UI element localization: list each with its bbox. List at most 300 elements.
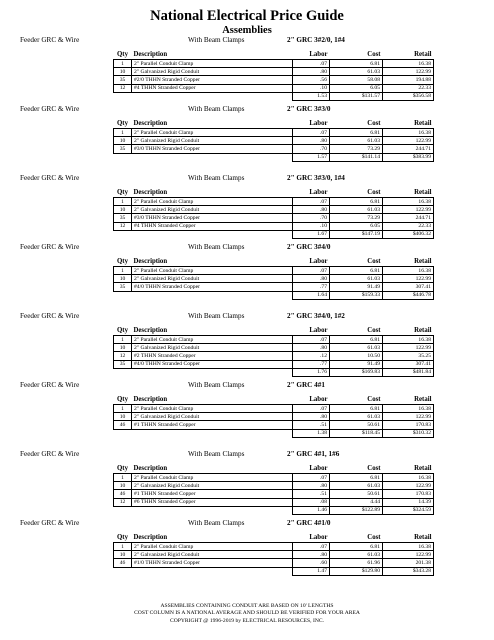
cell-labor: .60	[293, 559, 330, 567]
cell-qty: 35	[114, 360, 132, 368]
table-row	[114, 137, 434, 145]
total-retail: $446.78	[383, 291, 434, 299]
cell-labor: .07	[293, 336, 330, 344]
col-header-cost: Cost	[330, 463, 383, 474]
total-row	[114, 368, 434, 376]
total-cost: $122.89	[330, 506, 383, 514]
cell-retail: 22.33	[383, 84, 434, 92]
cell-description: 2" Parallel Conduit Clamp	[132, 336, 293, 344]
col-header-description: Description	[132, 463, 293, 474]
total-cost: $141.14	[330, 153, 383, 161]
cell-qty: 35	[114, 145, 132, 153]
cell-retail: 244.71	[383, 145, 434, 153]
cell-labor: .51	[293, 490, 330, 498]
table-row	[114, 60, 434, 68]
cell-qty: 1	[114, 60, 132, 68]
cell-cost: 6.81	[330, 405, 383, 413]
col-header-qty: Qty	[114, 463, 132, 474]
table-row	[114, 551, 434, 559]
cell-qty: 10	[114, 551, 132, 559]
cell-retail: 307.41	[383, 283, 434, 291]
col-header-qty: Qty	[114, 49, 132, 60]
section-mounting: With Beam Clamps	[188, 450, 245, 458]
page-footer	[0, 603, 494, 625]
assembly-section	[0, 242, 494, 311]
cell-cost: 91.49	[330, 283, 383, 291]
total-cost: $159.33	[330, 291, 383, 299]
cell-cost: 50.61	[330, 490, 383, 498]
cell-description: 2" Parallel Conduit Clamp	[132, 474, 293, 482]
assembly-section	[0, 449, 494, 518]
col-header-cost: Cost	[330, 49, 383, 60]
total-retail: $356.58	[383, 92, 434, 100]
cell-description: #3/0 THHN Stranded Copper	[132, 145, 293, 153]
cell-description: 2" Galvanized Rigid Conduit	[132, 275, 293, 283]
cell-qty: 1	[114, 405, 132, 413]
cell-description: 2" Parallel Conduit Clamp	[132, 198, 293, 206]
section-header	[0, 243, 494, 254]
cell-retail: 16.38	[383, 129, 434, 137]
col-header-qty: Qty	[114, 256, 132, 267]
cell-labor: .70	[293, 145, 330, 153]
section-assembly-code: 2" GRC 3#2/0, 1#4	[287, 36, 345, 44]
assembly-section	[0, 35, 494, 104]
assembly-sections	[0, 35, 494, 587]
total-retail: $481.84	[383, 368, 434, 376]
cell-retail: 170.83	[383, 421, 434, 429]
assembly-section	[0, 173, 494, 242]
section-assembly-code: 2" GRC 4#1	[287, 381, 325, 389]
footer-note-cost: COST COLUMN IS A NATIONAL AVERAGE AND SHOULD BE VERIFIED FOR YOUR AREA	[134, 610, 360, 617]
table-row	[114, 222, 434, 230]
cell-cost: 4.44	[330, 498, 383, 506]
footer-note-lengths: ASSEMBLIES CONTAINING CONDUIT ARE BASED ON 10' LENGTHS	[160, 603, 334, 609]
cell-cost: 61.03	[330, 551, 383, 559]
cell-description: #2/0 THHN Stranded Copper	[132, 76, 293, 84]
total-labor: 1.64	[293, 291, 330, 299]
total-retail: $310.32	[383, 429, 434, 437]
section-header	[0, 519, 494, 530]
cell-retail: 307.41	[383, 360, 434, 368]
table-header-row	[114, 394, 434, 405]
total-cost: $131.57	[330, 92, 383, 100]
table-row	[114, 275, 434, 283]
cell-qty: 46	[114, 559, 132, 567]
cell-qty: 10	[114, 68, 132, 76]
cell-qty: 1	[114, 198, 132, 206]
col-header-description: Description	[132, 118, 293, 129]
col-header-labor: Labor	[293, 118, 330, 129]
section-header	[0, 105, 494, 116]
total-labor: 1.47	[293, 567, 330, 575]
cell-description: #6 THHN Stranded Copper	[132, 498, 293, 506]
cell-cost: 6.81	[330, 474, 383, 482]
section-category: Feeder GRC & Wire	[20, 105, 80, 113]
cell-qty: 46	[114, 490, 132, 498]
section-header	[0, 174, 494, 185]
table-row	[114, 474, 434, 482]
cell-labor: .10	[293, 222, 330, 230]
cell-labor: .77	[293, 360, 330, 368]
table-row	[114, 267, 434, 275]
total-labor: 1.38	[293, 429, 330, 437]
cell-description: #1/0 THHN Stranded Copper	[132, 559, 293, 567]
table-row	[114, 360, 434, 368]
table-row	[114, 352, 434, 360]
cell-cost: 73.29	[330, 214, 383, 222]
assembly-table	[113, 325, 434, 377]
section-header	[0, 381, 494, 392]
col-header-cost: Cost	[330, 532, 383, 543]
cell-retail: 122.99	[383, 68, 434, 76]
page-subtitle: Assemblies	[222, 25, 272, 36]
cell-cost: 91.49	[330, 360, 383, 368]
col-header-retail: Retail	[383, 325, 434, 336]
cell-retail: 22.33	[383, 222, 434, 230]
cell-labor: .56	[293, 76, 330, 84]
total-labor: 1.57	[293, 153, 330, 161]
cell-labor: .12	[293, 352, 330, 360]
cell-labor: .77	[293, 283, 330, 291]
cell-cost: 6.05	[330, 84, 383, 92]
cell-qty: 35	[114, 214, 132, 222]
total-retail: $406.32	[383, 230, 434, 238]
col-header-description: Description	[132, 49, 293, 60]
cell-retail: 16.38	[383, 198, 434, 206]
table-row	[114, 413, 434, 421]
cell-qty: 1	[114, 129, 132, 137]
cell-labor: .80	[293, 275, 330, 283]
col-header-labor: Labor	[293, 532, 330, 543]
total-cost: $169.83	[330, 368, 383, 376]
total-cost: $129.80	[330, 567, 383, 575]
cell-cost: 6.81	[330, 198, 383, 206]
cell-cost: 61.03	[330, 482, 383, 490]
cell-labor: .70	[293, 214, 330, 222]
total-row	[114, 506, 434, 514]
page-title: National Electrical Price Guide	[150, 8, 344, 24]
section-mounting: With Beam Clamps	[188, 36, 245, 44]
section-assembly-code: 2" GRC 4#1, 1#6	[287, 450, 340, 458]
col-header-labor: Labor	[293, 463, 330, 474]
cell-qty: 1	[114, 543, 132, 551]
cell-qty: 12	[114, 498, 132, 506]
section-category: Feeder GRC & Wire	[20, 381, 80, 389]
col-header-cost: Cost	[330, 187, 383, 198]
cell-cost: 61.03	[330, 413, 383, 421]
total-row	[114, 429, 434, 437]
table-row	[114, 198, 434, 206]
total-labor: 1.67	[293, 230, 330, 238]
cell-description: 2" Galvanized Rigid Conduit	[132, 551, 293, 559]
cell-qty: 46	[114, 421, 132, 429]
cell-retail: 16.38	[383, 336, 434, 344]
section-assembly-code: 2" GRC 3#4/0, 1#2	[287, 312, 345, 320]
assembly-table	[113, 256, 434, 300]
table-header-row	[114, 49, 434, 60]
assembly-table	[113, 187, 434, 239]
col-header-retail: Retail	[383, 463, 434, 474]
cell-description: #4 THHN Stranded Copper	[132, 222, 293, 230]
section-assembly-code: 2" GRC 3#4/0	[287, 243, 331, 251]
table-row	[114, 336, 434, 344]
cell-description: 2" Galvanized Rigid Conduit	[132, 137, 293, 145]
total-retail: $383.99	[383, 153, 434, 161]
col-header-description: Description	[132, 256, 293, 267]
assembly-section	[0, 104, 494, 173]
col-header-qty: Qty	[114, 118, 132, 129]
cell-cost: 6.81	[330, 336, 383, 344]
cell-qty: 1	[114, 267, 132, 275]
table-row	[114, 214, 434, 222]
table-row	[114, 344, 434, 352]
cell-retail: 244.71	[383, 214, 434, 222]
cell-qty: 12	[114, 222, 132, 230]
cell-labor: .08	[293, 498, 330, 506]
cell-labor: .80	[293, 482, 330, 490]
cell-description: #4/0 THHN Stranded Copper	[132, 360, 293, 368]
section-mounting: With Beam Clamps	[188, 519, 245, 527]
cell-labor: .07	[293, 60, 330, 68]
table-row	[114, 421, 434, 429]
cell-labor: .80	[293, 137, 330, 145]
section-category: Feeder GRC & Wire	[20, 519, 80, 527]
table-row	[114, 129, 434, 137]
col-header-description: Description	[132, 394, 293, 405]
cell-retail: 16.38	[383, 60, 434, 68]
col-header-description: Description	[132, 325, 293, 336]
col-header-labor: Labor	[293, 394, 330, 405]
section-category: Feeder GRC & Wire	[20, 174, 80, 182]
section-category: Feeder GRC & Wire	[20, 36, 80, 44]
cell-cost: 6.81	[330, 267, 383, 275]
total-labor: 1.76	[293, 368, 330, 376]
col-header-cost: Cost	[330, 394, 383, 405]
section-header	[0, 312, 494, 323]
table-header-row	[114, 463, 434, 474]
cell-retail: 16.38	[383, 543, 434, 551]
col-header-description: Description	[132, 187, 293, 198]
section-header	[0, 36, 494, 47]
cell-retail: 16.38	[383, 405, 434, 413]
cell-cost: 61.03	[330, 68, 383, 76]
total-labor: 1.46	[293, 506, 330, 514]
col-header-retail: Retail	[383, 394, 434, 405]
section-mounting: With Beam Clamps	[188, 174, 245, 182]
cell-description: 2" Parallel Conduit Clamp	[132, 267, 293, 275]
cell-cost: 61.03	[330, 344, 383, 352]
cell-cost: 50.61	[330, 421, 383, 429]
cell-labor: .10	[293, 84, 330, 92]
cell-retail: 122.99	[383, 137, 434, 145]
cell-description: 2" Parallel Conduit Clamp	[132, 543, 293, 551]
table-row	[114, 145, 434, 153]
cell-retail: 16.38	[383, 474, 434, 482]
section-category: Feeder GRC & Wire	[20, 243, 80, 251]
cell-retail: 122.99	[383, 482, 434, 490]
total-cost: $118.45	[330, 429, 383, 437]
cell-labor: .07	[293, 198, 330, 206]
table-header-row	[114, 256, 434, 267]
col-header-labor: Labor	[293, 256, 330, 267]
col-header-qty: Qty	[114, 394, 132, 405]
cell-labor: .80	[293, 413, 330, 421]
cell-cost: 61.03	[330, 275, 383, 283]
section-mounting: With Beam Clamps	[188, 243, 245, 251]
cell-cost: 58.08	[330, 76, 383, 84]
cell-retail: 16.38	[383, 267, 434, 275]
col-header-retail: Retail	[383, 187, 434, 198]
cell-retail: 170.83	[383, 490, 434, 498]
section-assembly-code: 2" GRC 3#3/0, 1#4	[287, 174, 345, 182]
cell-labor: .07	[293, 405, 330, 413]
cell-qty: 10	[114, 344, 132, 352]
footer-copyright: COPYRIGHT @ 1996-2019 by ELECTRICAL RESOURCES, INC.	[169, 617, 324, 624]
total-retail: $343.28	[383, 567, 434, 575]
table-header-row	[114, 187, 434, 198]
cell-description: #2 THHN Stranded Copper	[132, 352, 293, 360]
cell-retail: 194.88	[383, 76, 434, 84]
table-row	[114, 405, 434, 413]
section-mounting: With Beam Clamps	[188, 105, 245, 113]
cell-qty: 10	[114, 137, 132, 145]
cell-cost: 6.81	[330, 543, 383, 551]
col-header-cost: Cost	[330, 325, 383, 336]
total-row	[114, 567, 434, 575]
col-header-qty: Qty	[114, 325, 132, 336]
table-row	[114, 482, 434, 490]
table-row	[114, 206, 434, 214]
total-cost: $147.19	[330, 230, 383, 238]
table-header-row	[114, 325, 434, 336]
cell-labor: .51	[293, 421, 330, 429]
cell-qty: 1	[114, 336, 132, 344]
cell-description: 2" Galvanized Rigid Conduit	[132, 344, 293, 352]
cell-qty: 12	[114, 352, 132, 360]
col-header-retail: Retail	[383, 49, 434, 60]
cell-retail: 122.99	[383, 551, 434, 559]
assembly-table	[113, 394, 434, 438]
total-row	[114, 230, 434, 238]
assembly-section	[0, 380, 494, 449]
col-header-labor: Labor	[293, 325, 330, 336]
total-row	[114, 92, 434, 100]
section-category: Feeder GRC & Wire	[20, 312, 80, 320]
col-header-cost: Cost	[330, 256, 383, 267]
cell-description: 2" Galvanized Rigid Conduit	[132, 413, 293, 421]
cell-labor: .80	[293, 206, 330, 214]
table-row	[114, 84, 434, 92]
cell-qty: 10	[114, 482, 132, 490]
col-header-description: Description	[132, 532, 293, 543]
section-category: Feeder GRC & Wire	[20, 450, 80, 458]
cell-cost: 6.81	[330, 129, 383, 137]
table-row	[114, 543, 434, 551]
cell-description: 2" Galvanized Rigid Conduit	[132, 68, 293, 76]
cell-description: #1 THHN Stranded Copper	[132, 421, 293, 429]
total-labor: 1.53	[293, 92, 330, 100]
table-header-row	[114, 118, 434, 129]
section-mounting: With Beam Clamps	[188, 381, 245, 389]
cell-qty: 35	[114, 76, 132, 84]
cell-cost: 61.96	[330, 559, 383, 567]
cell-retail: 122.99	[383, 275, 434, 283]
total-row	[114, 291, 434, 299]
col-header-retail: Retail	[383, 532, 434, 543]
cell-description: 2" Galvanized Rigid Conduit	[132, 482, 293, 490]
cell-qty: 1	[114, 474, 132, 482]
cell-description: #4 THHN Stranded Copper	[132, 84, 293, 92]
col-header-retail: Retail	[383, 118, 434, 129]
total-row	[114, 153, 434, 161]
assembly-table	[113, 49, 434, 101]
total-retail: $324.59	[383, 506, 434, 514]
assembly-table	[113, 532, 434, 576]
cell-qty: 12	[114, 84, 132, 92]
cell-retail: 122.99	[383, 413, 434, 421]
cell-retail: 122.99	[383, 206, 434, 214]
cell-labor: .07	[293, 474, 330, 482]
cell-labor: .07	[293, 543, 330, 551]
cell-retail: 201.38	[383, 559, 434, 567]
cell-description: #1 THHN Stranded Copper	[132, 490, 293, 498]
cell-qty: 10	[114, 275, 132, 283]
assembly-table	[113, 118, 434, 162]
cell-cost: 6.81	[330, 60, 383, 68]
cell-labor: .80	[293, 68, 330, 76]
cell-labor: .80	[293, 551, 330, 559]
cell-description: 2" Parallel Conduit Clamp	[132, 60, 293, 68]
section-mounting: With Beam Clamps	[188, 312, 245, 320]
cell-qty: 10	[114, 413, 132, 421]
col-header-labor: Labor	[293, 49, 330, 60]
cell-retail: 14.39	[383, 498, 434, 506]
table-row	[114, 490, 434, 498]
table-row	[114, 68, 434, 76]
cell-retail: 35.25	[383, 352, 434, 360]
table-row	[114, 559, 434, 567]
table-row	[114, 283, 434, 291]
cell-qty: 35	[114, 283, 132, 291]
col-header-labor: Labor	[293, 187, 330, 198]
cell-description: #3/0 THHN Stranded Copper	[132, 214, 293, 222]
cell-labor: .07	[293, 129, 330, 137]
cell-retail: 122.99	[383, 344, 434, 352]
cell-cost: 10.50	[330, 352, 383, 360]
cell-cost: 73.29	[330, 145, 383, 153]
cell-labor: .80	[293, 344, 330, 352]
cell-cost: 61.03	[330, 206, 383, 214]
section-header	[0, 450, 494, 461]
table-header-row	[114, 532, 434, 543]
cell-qty: 10	[114, 206, 132, 214]
cell-description: #4/0 THHN Stranded Copper	[132, 283, 293, 291]
cell-description: 2" Parallel Conduit Clamp	[132, 129, 293, 137]
assembly-section	[0, 311, 494, 380]
assembly-table	[113, 463, 434, 515]
table-row	[114, 76, 434, 84]
cell-cost: 61.03	[330, 137, 383, 145]
table-row	[114, 498, 434, 506]
cell-cost: 6.05	[330, 222, 383, 230]
cell-labor: .07	[293, 267, 330, 275]
cell-description: 2" Parallel Conduit Clamp	[132, 405, 293, 413]
cell-description: 2" Galvanized Rigid Conduit	[132, 206, 293, 214]
assembly-section	[0, 518, 494, 587]
col-header-qty: Qty	[114, 187, 132, 198]
section-assembly-code: 2" GRC 3#3/0	[287, 105, 331, 113]
col-header-cost: Cost	[330, 118, 383, 129]
